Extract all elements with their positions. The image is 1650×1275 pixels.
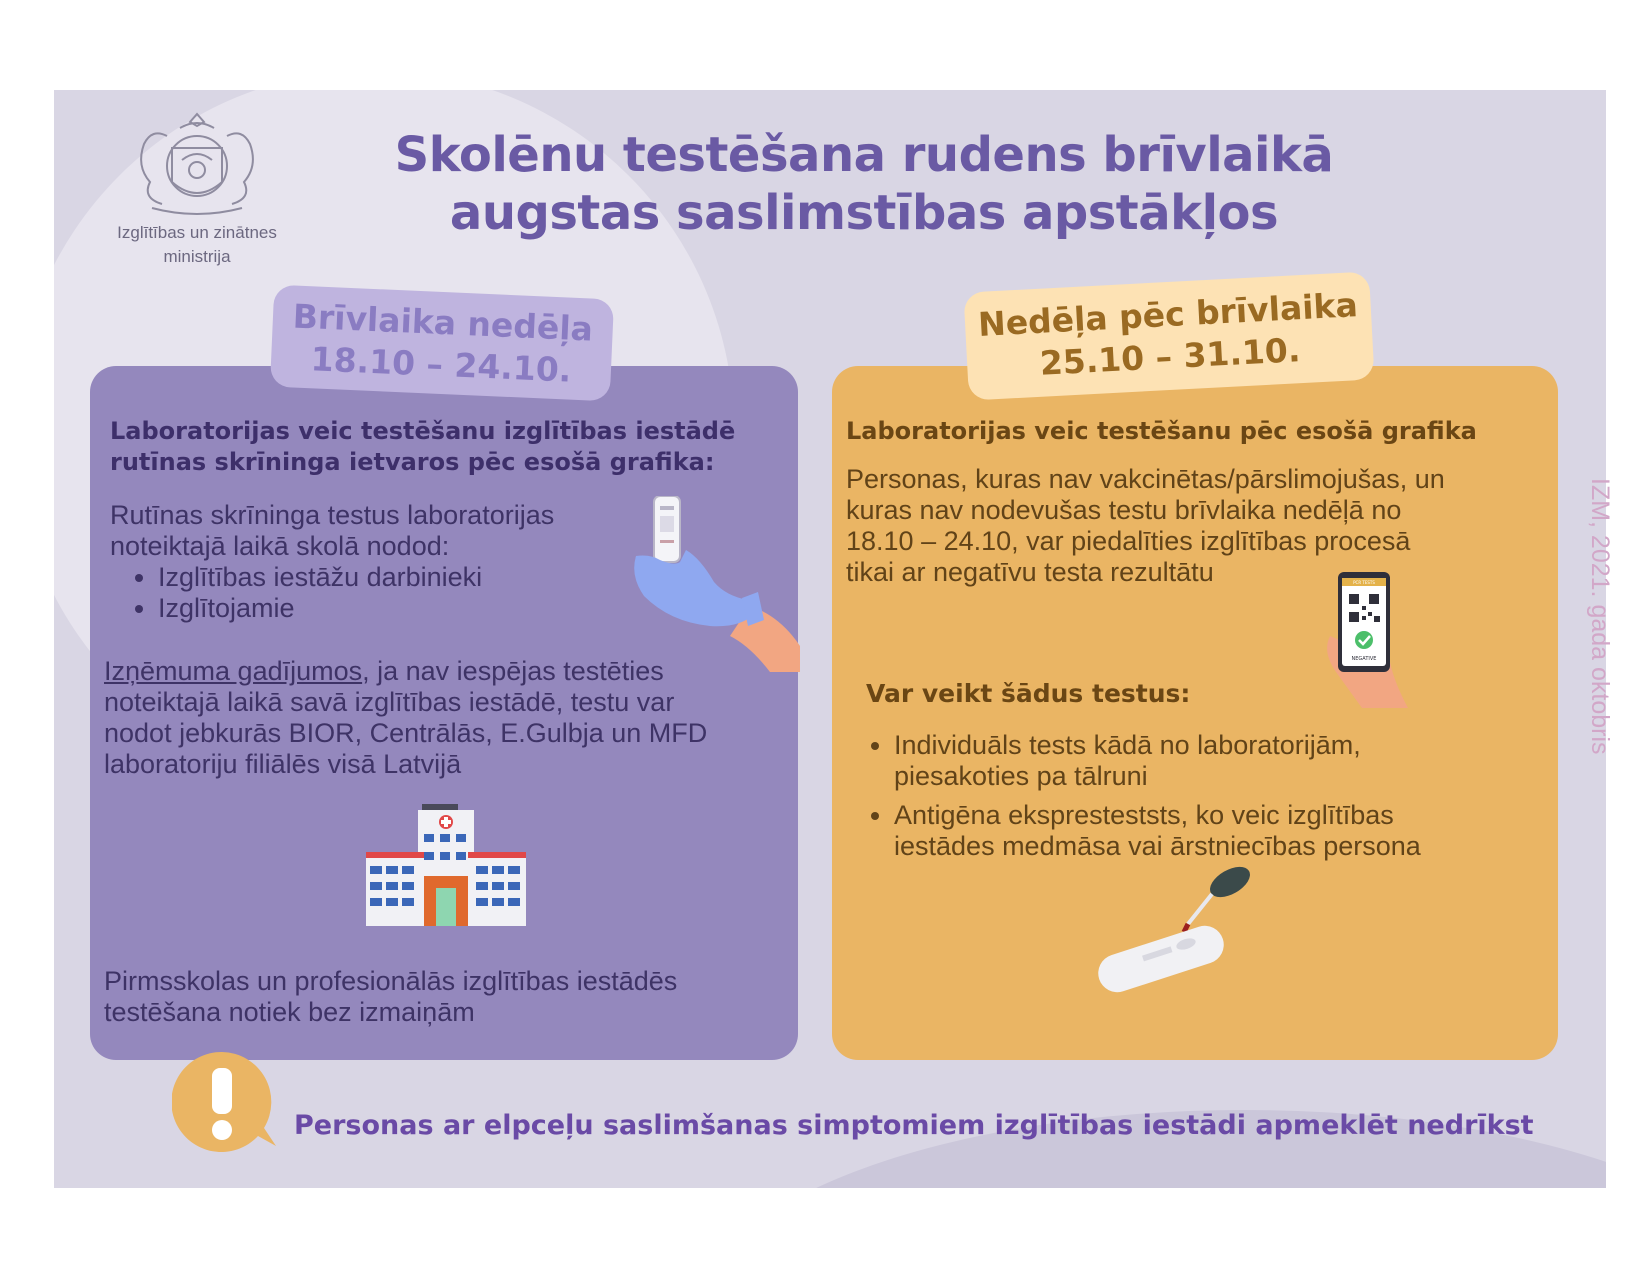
right-bullets (846, 730, 1546, 862)
right-body-line1: Personas, kuras nav vakcinētas/pārslimojušas, un (846, 464, 1445, 494)
ministry-name-line2: ministrija (163, 247, 231, 266)
hospital-icon (366, 804, 526, 926)
right-body-line4: tikai ar negatīvu testa rezultātu (846, 557, 1214, 587)
ministry-name-line1: Izglītības un zinātnes (117, 223, 277, 242)
title-line1: Skolēnu testēšana rudens brīvlaikā (394, 127, 1334, 183)
left-footer-line1: Pirmsskolas un profesionālās izglītības iestādēs (104, 966, 678, 996)
bullet1-line1: • Individuāls tests kādā no laboratorijām, (894, 730, 1361, 760)
list-item: • Izglītības iestāžu darbinieki (158, 562, 650, 593)
list-item (894, 730, 1546, 792)
right-body-line2: kuras nav nodevušas testu brīvlaika nedēļā no (846, 495, 1402, 525)
left-intro (110, 500, 650, 624)
poster (54, 90, 1606, 1188)
right-heading: Laboratorijas veic testēšanu pēc esošā grafika (846, 417, 1477, 445)
test-tube-hand-icon (630, 496, 800, 672)
after-holiday-label: Nedēļa pēc brīvlaika (977, 285, 1359, 344)
exception-line2: noteiktajā laikā savā izglītības iestādē, testu var (104, 687, 675, 717)
phone-bottom-label: NEGATIVE (1351, 656, 1377, 662)
after-holiday-tag (963, 271, 1374, 400)
exception-underlined: Izņēmuma gadījumos (104, 656, 363, 686)
tests-heading: Var veikt šādus testus: (866, 679, 1191, 708)
antigen-test-icon (1086, 864, 1286, 1004)
bullet2-line1: • Antigēna ekspresteststs, ko veic izglītības (894, 800, 1394, 830)
bullet2-line2: iestādes medmāsa vai ārstniecības persona (894, 831, 1421, 861)
page-title (344, 126, 1384, 242)
left-intro-line2: noteiktajā laikā skolā nodod: (110, 531, 450, 561)
list-item (894, 800, 1546, 862)
exception-line3: nodot jebkurās BIOR, Centrālās, E.Gulbja un MFD (104, 718, 708, 748)
warning-message: Personas ar elpceļu saslimšanas simptomiem izglītības iestādi apmeklēt nedrīkst (294, 1110, 1534, 1141)
side-note: IZM, 2021. gada oktobris (1586, 478, 1614, 755)
bullet1-line2: piesakoties pa tālruni (894, 761, 1148, 791)
left-heading (110, 416, 790, 478)
left-heading-line1: Laboratorijas veic testēšanu izglītības iestādē (110, 417, 736, 445)
phone-top-label: PCR TESTS (1353, 580, 1375, 585)
left-bullet-list (110, 562, 650, 624)
right-body (846, 464, 1546, 588)
holiday-week-card (90, 366, 798, 1060)
after-holiday-card (832, 366, 1558, 1060)
holiday-week-label: Brīvlaika nedēļa (292, 296, 594, 349)
warning-icon (172, 1050, 282, 1160)
coat-of-arms-icon (122, 108, 272, 220)
after-holiday-dates: 25.10 – 31.10. (1038, 330, 1302, 383)
holiday-week-tag (270, 285, 614, 402)
left-footer-note (104, 966, 794, 1028)
left-footer-line2: testēšana notiek bez izmaiņām (104, 997, 475, 1027)
left-intro-line1: Rutīnas skrīninga testus laboratorijas (110, 500, 555, 530)
ministry-logo (102, 108, 292, 268)
right-bullet-list (846, 730, 1546, 862)
right-body-line3: 18.10 – 24.10, var piedalīties izglītības procesā (846, 526, 1411, 556)
list-item: • Izglītojamie (158, 593, 650, 624)
holiday-week-dates: 18.10 – 24.10. (309, 339, 573, 390)
title-line2: augstas saslimstības apstākļos (449, 185, 1279, 241)
exception-line4: laboratoriju filiālēs visā Latvijā (104, 749, 462, 779)
left-heading-line2: rutīnas skrīninga ietvaros pēc esošā grafika: (110, 448, 715, 476)
side-note-wrap (1580, 478, 1616, 808)
left-exception (104, 656, 794, 780)
exception-line1-rest: , ja nav iespējas testēties (362, 656, 664, 686)
